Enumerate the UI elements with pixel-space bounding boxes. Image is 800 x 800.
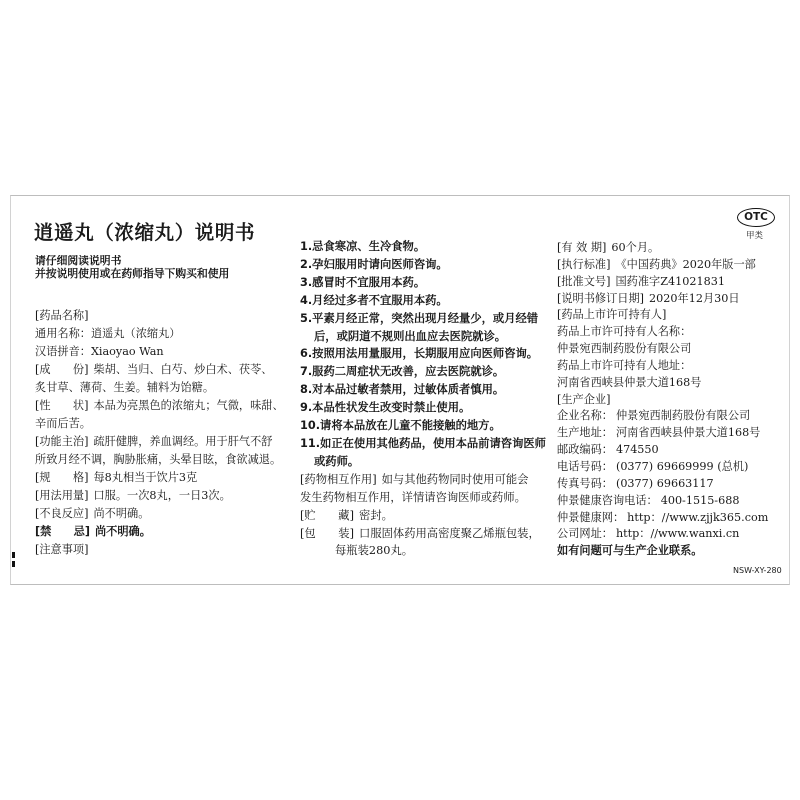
ingredients-continuation: 炙甘草、薄荷、生姜。辅料为饴糖。 [35, 381, 215, 394]
precautions-heading: [注意事项] [35, 543, 89, 556]
generic-name-label: 通用名称： [35, 327, 91, 340]
precaution-number: 7. [300, 365, 313, 379]
field-label: 企业名称： [557, 409, 613, 423]
otc-badge-icon: OTC [737, 208, 775, 227]
precaution-text: 如正在使用其他药品，使用本品前请咨询医师 [320, 436, 546, 450]
section-text: 本品为亮黑色的浓缩丸；气微，味甜、 [93, 399, 284, 412]
precaution-item [300, 381, 552, 399]
precaution-number: 6. [300, 347, 313, 361]
contact-note: 如有问题可与生产企业联系。 [557, 544, 703, 558]
section-label: [规 格] [35, 471, 89, 484]
standard-line [557, 257, 786, 274]
precaution-number: 5. [300, 311, 313, 325]
precaution-text: 孕妇服用时请向医师咨询。 [312, 257, 448, 271]
indications-continuation: 所致月经不调，胸胁胀痛，头晕目眩，食欲减退。 [35, 453, 282, 466]
packaging-continuation: 每瓶装280丸。 [335, 544, 414, 558]
notice-line: 并按说明使用或在药师指导下购买和使用 [35, 266, 230, 280]
section-text: 2020年12月30日 [649, 291, 740, 305]
section-text: 如与其他药物同时使用可能会 [381, 472, 529, 486]
section-label: [包 装] [300, 526, 355, 540]
manufacturer-field [557, 510, 786, 527]
mah-name-label: 药品上市许可持有人名称： [557, 325, 692, 339]
section-label: [批准文号] [557, 274, 611, 288]
approval-line [557, 274, 786, 291]
field-value: 仲景宛西制药股份有限公司 [615, 409, 751, 423]
precaution-item [300, 345, 552, 363]
manufacturer-field [557, 442, 786, 459]
field-value: 河南省西峡县仲景大道168号 [615, 426, 761, 440]
mah-address: 河南省西峡县仲景大道168号 [557, 375, 702, 389]
field-value: 474550 [615, 443, 659, 457]
ingredients-line [35, 361, 293, 379]
precaution-item [300, 417, 552, 435]
field-label: 公司网址： [557, 527, 613, 541]
section-text: 口服。一次8丸，一日3次。 [93, 489, 231, 502]
field-label: 仲景健康网： [557, 510, 625, 524]
section-text: 《中国药典》2020年版一部 [615, 257, 756, 271]
manufacturer-field [557, 425, 786, 442]
precaution-text: 请将本品放在儿童不能接触的地方。 [320, 419, 501, 433]
manufacturer-field [557, 459, 786, 476]
section-text: 尚不明确。 [94, 525, 151, 538]
manufacturer-heading: [生产企业] [557, 392, 611, 406]
interactions-line [300, 471, 552, 489]
precaution-text: 服药二周症状无改善，应去医院就诊。 [312, 365, 505, 379]
section-label: [不良反应] [35, 507, 89, 520]
section-label: [执行标准] [557, 257, 611, 271]
mah-name: 仲景宛西制药股份有限公司 [557, 342, 692, 356]
generic-name-value: 逍遥丸（浓缩丸） [90, 327, 181, 340]
notice-line: 请仔细阅读说明书 [35, 255, 122, 267]
field-label: 仲景健康咨询电话： [557, 493, 658, 507]
field-value: (0377) 69663117 [615, 476, 714, 490]
section-label: [禁 忌] [35, 525, 90, 538]
registration-mark [12, 552, 15, 558]
middle-column [300, 238, 552, 562]
field-value: http：//www.zjjk365.com [627, 510, 769, 524]
field-label: 电话号码： [557, 459, 613, 473]
leaflet-title: 逍遥丸（浓缩丸）说明书 [34, 221, 256, 244]
section-text: 疏肝健脾，养血调经。用于肝气不舒 [93, 435, 273, 448]
field-label: 生产地址： [557, 426, 613, 440]
precaution-item [300, 238, 552, 256]
precaution-item [300, 292, 552, 310]
section-label: [功能主治] [35, 435, 89, 448]
precaution-number: 9. [300, 401, 313, 415]
pinyin-line [35, 343, 293, 361]
field-value: (0377) 69669999 (总机) [615, 459, 749, 473]
section-label: [用法用量] [35, 489, 89, 502]
section-text: 柴胡、当归、白芍、炒白术、茯苓、 [93, 363, 273, 376]
field-label: 邮政编码： [557, 443, 613, 457]
storage-line [300, 507, 552, 525]
mah-heading: [药品上市许可持有人] [557, 308, 667, 322]
pinyin-label: 汉语拼音： [35, 345, 91, 358]
precaution-number: 11. [300, 436, 321, 450]
precaution-item [300, 399, 552, 417]
manufacturer-field [557, 526, 786, 543]
document-code: NSW-XY-280 [733, 566, 782, 575]
reading-notice [35, 255, 290, 280]
otc-category: 甲类 [746, 231, 764, 241]
precaution-number: 2. [300, 257, 313, 271]
precaution-continuation: 后，或阴道不规则出血应去医院就诊。 [314, 329, 507, 343]
packaging-line [300, 525, 552, 543]
registration-mark [12, 561, 15, 567]
section-label: [有 效 期] [557, 241, 607, 254]
section-label: [性 状] [35, 399, 89, 412]
precaution-item [300, 310, 552, 328]
pinyin-value: Xiaoyao Wan [90, 345, 164, 358]
manufacturer-field [557, 476, 786, 493]
precaution-text: 平素月经正常，突然出现月经量少，或月经错 [312, 311, 539, 325]
manufacturer-field [557, 493, 786, 510]
precaution-number: 1. [300, 240, 313, 253]
precaution-item [300, 435, 552, 453]
precaution-text: 感冒时不宜服用本药。 [312, 275, 426, 289]
precaution-text: 本品性状发生改变时禁止使用。 [312, 401, 471, 415]
adverse-reactions-line [35, 505, 293, 523]
strength-line [35, 469, 293, 487]
section-text: 国药准字Z41021831 [615, 274, 725, 288]
mah-address-label: 药品上市许可持有人地址： [557, 358, 692, 372]
section-label: [药物相互作用] [300, 472, 377, 486]
precaution-item [300, 363, 552, 381]
section-label: [成 份] [35, 363, 89, 376]
section-label: [贮 藏] [300, 508, 355, 522]
precaution-item [300, 274, 552, 292]
interactions-continuation: 发生药物相互作用，详情请咨询医师或药师。 [300, 490, 526, 504]
right-column [557, 240, 786, 562]
field-label: 传真号码： [557, 476, 613, 490]
precaution-item [300, 256, 552, 274]
validity-line [557, 240, 786, 257]
section-text: 口服固体药用高密度聚乙烯瓶包装， [359, 526, 540, 540]
indications-line [35, 433, 293, 451]
section-text: 60个月。 [611, 241, 660, 254]
manufacturer-field [557, 408, 786, 425]
section-text: 尚不明确。 [93, 507, 150, 520]
dosage-line [35, 487, 293, 505]
section-text: 每8丸相当于饮片3克 [93, 471, 198, 484]
precaution-number: 3. [300, 275, 313, 289]
precaution-number: 8. [300, 383, 313, 397]
drug-name-heading: [药品名称] [35, 309, 89, 322]
precaution-continuation: 或药师。 [314, 454, 360, 468]
revision-date-line [557, 291, 786, 308]
field-value: http：//www.wanxi.cn [615, 527, 740, 541]
left-column [35, 307, 293, 561]
generic-name-line [35, 325, 293, 343]
precaution-number: 10. [300, 419, 321, 433]
description-continuation: 辛而后苦。 [35, 417, 91, 430]
field-value: 400-1515-688 [660, 493, 740, 507]
description-line [35, 397, 293, 415]
contraindications-line [35, 523, 293, 541]
precaution-text: 按照用法用量服用，长期服用应向医师咨询。 [312, 347, 539, 361]
precaution-text: 月经过多者不宜服用本药。 [312, 293, 448, 307]
section-text: 密封。 [359, 508, 393, 522]
precaution-number: 4. [300, 293, 313, 307]
precaution-text: 对本品过敏者禁用，过敏体质者慎用。 [312, 383, 505, 397]
precaution-text: 忌食寒凉、生冷食物。 [312, 240, 426, 253]
section-label: [说明书修订日期] [557, 291, 645, 305]
